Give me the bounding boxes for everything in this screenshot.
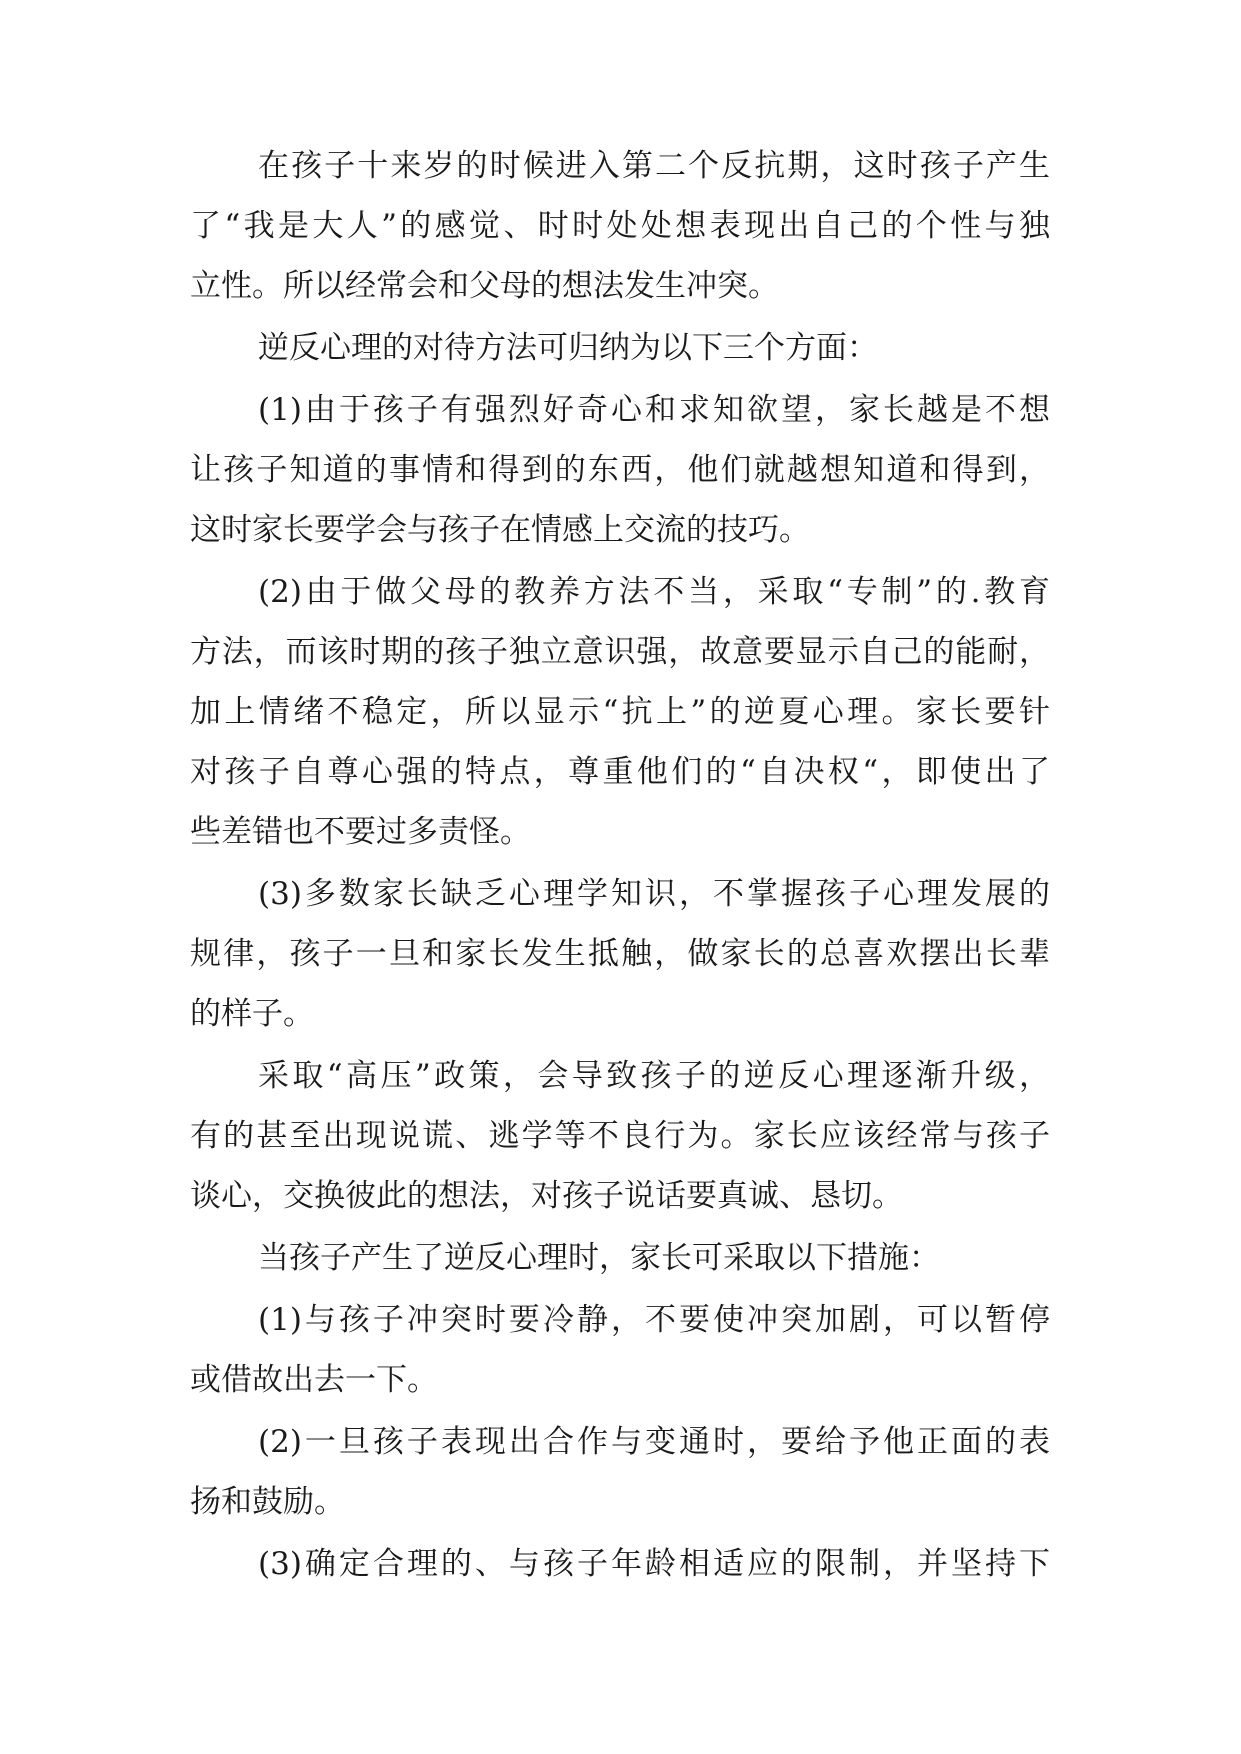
text-line: 了“我是大人”的感觉、时时处处想表现出自己的个性与独	[190, 208, 1050, 244]
text-line: (3)多数家长缺乏心理学知识，不掌握孩子心理发展的	[258, 876, 1050, 912]
text-line: 这时家长要学会与孩子在情感上交流的技巧。	[190, 512, 810, 548]
text-line: 些差错也不要过多责怪。	[190, 814, 531, 850]
text-line: 谈心，交换彼此的想法，对孩子说话要真诚、恳切。	[190, 1178, 903, 1214]
text-line: 当孩子产生了逆反心理时，家长可采取以下措施：	[258, 1240, 940, 1276]
text-line: 在孩子十来岁的时候进入第二个反抗期，这时孩子产生	[258, 148, 1050, 184]
text-line: 方法，而该时期的孩子独立意识强，故意要显示自己的能耐，	[190, 634, 1050, 670]
text-line: 加上情绪不稳定，所以显示“抗上”的逆夏心理。家长要针	[190, 694, 1050, 730]
text-line: 对孩子自尊心强的特点，尊重他们的“自决权“，即使出了	[190, 754, 1050, 790]
text-line: 立性。所以经常会和父母的想法发生冲突。	[190, 268, 779, 304]
text-line: 或借故出去一下。	[190, 1362, 438, 1398]
text-line: 有的甚至出现说谎、逃学等不良行为。家长应该经常与孩子	[190, 1118, 1050, 1154]
text-line: 规律，孩子一旦和家长发生抵触，做家长的总喜欢摆出长辈	[190, 936, 1050, 972]
text-line: (3)确定合理的、与孩子年龄相适应的限制，并坚持下	[258, 1546, 1050, 1582]
text-line: 逆反心理的对待方法可归纳为以下三个方面：	[258, 330, 878, 366]
text-line: (2)由于做父母的教养方法不当，采取“专制”的.教育	[258, 574, 1050, 610]
text-line: 让孩子知道的事情和得到的东西，他们就越想知道和得到，	[190, 452, 1050, 488]
text-line: 扬和鼓励。	[190, 1484, 345, 1520]
text-line: (2)一旦孩子表现出合作与变通时，要给予他正面的表	[258, 1424, 1050, 1460]
text-line: (1)由于孩子有强烈好奇心和求知欲望，家长越是不想	[258, 392, 1050, 428]
text-line: 的样子。	[190, 996, 314, 1032]
text-line: 采取“高压”政策，会导致孩子的逆反心理逐渐升级，	[258, 1058, 1050, 1094]
text-line: (1)与孩子冲突时要冷静，不要使冲突加剧，可以暂停	[258, 1302, 1050, 1338]
